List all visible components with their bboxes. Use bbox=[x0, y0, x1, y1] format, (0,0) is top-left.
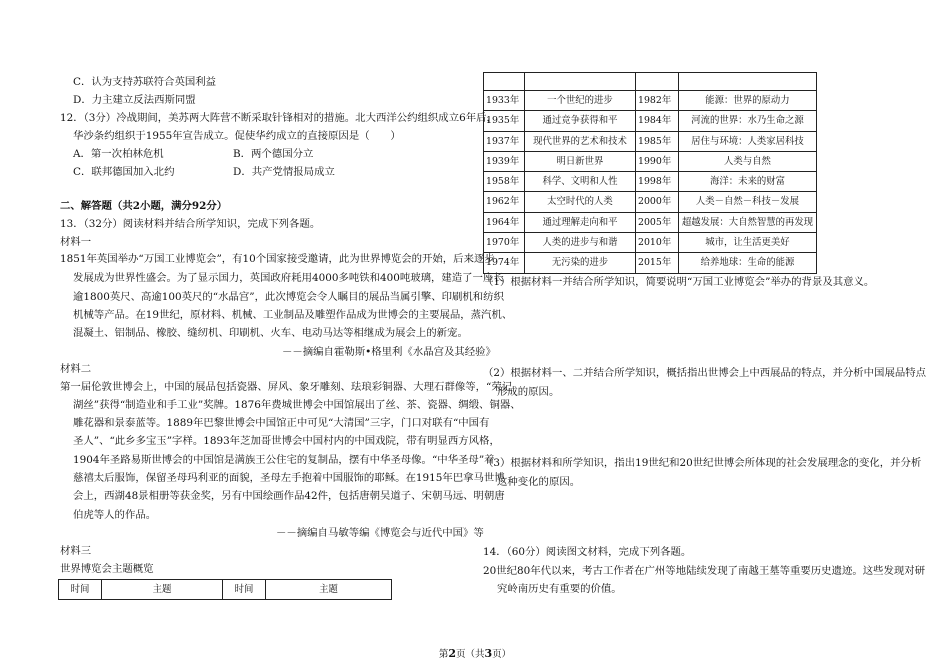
option-c: C．认为支持苏联符合英国利益 bbox=[73, 76, 217, 88]
year-cell: 2000年 bbox=[636, 192, 679, 212]
theme-table bbox=[483, 72, 817, 274]
year-cell: 1962年 bbox=[484, 192, 525, 212]
theme-cell: 科学、文明和人性 bbox=[525, 172, 636, 192]
total-pages: 3 bbox=[484, 647, 493, 660]
theme-cell: 人类－自然－科技－发展 bbox=[679, 192, 817, 212]
theme-cell: 人类与自然 bbox=[679, 151, 817, 171]
material1-label: 材料一 bbox=[60, 236, 92, 248]
year-cell: 1939年 bbox=[484, 151, 525, 171]
theme-cell: 明日新世界 bbox=[525, 151, 636, 171]
sub-question-2-line2: 形成的原因。 bbox=[497, 386, 560, 398]
section-title: 二、解答题（共2小题，满分92分） bbox=[60, 200, 228, 212]
footer-prefix: 第 bbox=[438, 649, 449, 660]
q12-option-b: B．两个德国分立 bbox=[233, 148, 314, 160]
theme-cell: 现代世界的艺术和技术 bbox=[525, 131, 636, 151]
theme-table-row bbox=[484, 131, 817, 151]
year-cell: 1964年 bbox=[484, 212, 525, 232]
footer-middle: 页（共 bbox=[455, 649, 485, 660]
year-cell: 2015年 bbox=[636, 253, 679, 273]
q14-line1: 20世纪80年代以来，考古工作者在广州等地陆续发现了南越王墓等重要历史遗迹。这些发现对研 bbox=[483, 565, 926, 577]
theme-cell: 人类的进步与和谐 bbox=[525, 233, 636, 253]
theme-table-row bbox=[484, 212, 817, 232]
header-theme: 主题 bbox=[266, 580, 392, 600]
year-cell: 1998年 bbox=[636, 172, 679, 192]
year-cell: 1933年 bbox=[484, 91, 525, 111]
year-cell: 1958年 bbox=[484, 172, 525, 192]
header-theme: 主题 bbox=[102, 580, 223, 600]
q14-line2: 究岭南历史有重要的价值。 bbox=[497, 583, 622, 595]
theme-table-header bbox=[58, 579, 392, 600]
year-cell: 1984年 bbox=[636, 111, 679, 131]
theme-cell: 一个世纪的进步 bbox=[525, 91, 636, 111]
q14-intro: 14．（60分）阅读图文材料，完成下列各题。 bbox=[483, 546, 692, 558]
footer-suffix: 页） bbox=[492, 649, 512, 660]
material2-line: 湖丝”获得“制造业和手工业”奖牌。1876年费城世博会中国馆展出了丝、茶、瓷器、绸缎、铜器、 bbox=[73, 399, 521, 411]
theme-cell: 太空时代的人类 bbox=[525, 192, 636, 212]
theme-cell: 城市，让生活更美好 bbox=[679, 233, 817, 253]
q12-stem-line2: 华沙条约组织于1955年宣告成立。促使华约成立的直接原因是（ ） bbox=[73, 130, 401, 142]
year-cell: 1982年 bbox=[636, 91, 679, 111]
material2-line: 圣人”、“此乡多宝玉”字样。1893年芝加哥世博会中国村内的中国戏院，带有明显西方风格， bbox=[73, 435, 500, 447]
year-cell: 1937年 bbox=[484, 131, 525, 151]
q13-intro: 13．（32分）阅读材料并结合所学知识，完成下列各题。 bbox=[60, 218, 321, 230]
material2-line: 伯虎等人的作品。 bbox=[73, 509, 157, 521]
header-time: 时间 bbox=[59, 580, 102, 600]
material2-line: 会上，西湖48景相册等获金奖，另有中国绘画作品42件，包括唐朝吴道子、宋朝马远、明朝唐 bbox=[73, 490, 505, 502]
sub-question-2-line1: （2）根据材料一、二并结合所学知识，概括指出世博会上中西展品的特点，并分析中国展品特点 bbox=[483, 367, 927, 379]
material1-line: 1851年英国举办“万国工业博览会”，有10个国家接受邀请，此为世界博览会的开始，后来逐步 bbox=[60, 253, 495, 265]
theme-cell: 给养地球：生命的能源 bbox=[679, 253, 817, 273]
year-cell: 1990年 bbox=[636, 151, 679, 171]
q12-stem-line1: 12．（3分）冷战期间，美苏两大阵营不断采取针锋相对的措施。北大西洋公约组织成立6年后， bbox=[60, 112, 497, 124]
material1-line: 机械等产品。在19世纪，原材料、机械、工业制品及雕塑作品成为世博会的主要展品，蒸汽机、 bbox=[73, 309, 513, 321]
sub-question-1: （1）根据材料一并结合所学知识，简要说明“万国工业博览会”举办的背景及其意义。 bbox=[483, 276, 875, 288]
table-caption: 世界博览会主题概览 bbox=[60, 563, 154, 575]
material3-label: 材料三 bbox=[60, 545, 92, 557]
year-cell: 1974年 bbox=[484, 253, 525, 273]
year-cell: 2005年 bbox=[636, 212, 679, 232]
theme-cell: 河流的世界：水乃生命之源 bbox=[679, 111, 817, 131]
page-number: 2 bbox=[448, 647, 456, 660]
theme-table-row bbox=[484, 151, 817, 171]
material1-line: 发展成为世界性盛会。为了显示国力，英国政府耗用4000多吨铁和400吨玻璃，建造了一座长 bbox=[73, 272, 504, 284]
q12-option-d: D．共产党情报局成立 bbox=[233, 166, 335, 178]
theme-table-row bbox=[484, 91, 817, 111]
material2-line: 1904年圣路易斯世博会的中国馆是满族王公住宅的复制品，摆有中华圣母像。“中华圣母”着 bbox=[73, 454, 495, 466]
material1-source: －－摘编自霍勒斯•格里利《水晶宫及其经验》 bbox=[282, 346, 496, 358]
sub-question-3-line1: （3）根据材料和所学知识，指出19世纪和20世纪世博会所体现的社会发展理念的变化，并分析 bbox=[483, 457, 922, 469]
theme-cell: 通过竞争获得和平 bbox=[525, 111, 636, 131]
theme-table-row bbox=[484, 253, 817, 273]
material2-label: 材料二 bbox=[60, 363, 92, 375]
q12-option-a: A．第一次柏林危机 bbox=[73, 148, 164, 160]
material2-line: 第一届伦敦世博会上，中国的展品包括瓷器、屏风、象牙雕刻、珐琅彩铜器、大理石群像等，“荣记 bbox=[60, 381, 513, 393]
year-cell: 1935年 bbox=[484, 111, 525, 131]
theme-cell: 海洋：未来的财富 bbox=[679, 172, 817, 192]
material1-line: 混凝土、铝制品、橡胶、缝纫机、印刷机、火车、电动马达等相继成为展会上的新宠。 bbox=[73, 327, 468, 339]
option-d: D．力主建立反法西斯同盟 bbox=[73, 94, 196, 106]
year-cell: 1985年 bbox=[636, 131, 679, 151]
q12-option-c: C．联邦德国加入北约 bbox=[73, 166, 175, 178]
material1-line: 逾1800英尺、高逾100英尺的“水晶宫”，此次博览会令人瞩目的展品当属引擎、印刷机和纺织 bbox=[73, 291, 504, 303]
theme-table-row bbox=[484, 111, 817, 131]
header-time: 时间 bbox=[223, 580, 266, 600]
theme-cell: 能源：世界的原动力 bbox=[679, 91, 817, 111]
theme-cell: 居住与环境：人类家居科技 bbox=[679, 131, 817, 151]
theme-cell: 无污染的进步 bbox=[525, 253, 636, 273]
theme-cell: 超越发展：大自然智慧的再发现 bbox=[679, 212, 817, 232]
material2-source: －－摘编自马敏等编《博览会与近代中国》等 bbox=[276, 527, 484, 539]
theme-table-row bbox=[484, 192, 817, 212]
year-cell: 1970年 bbox=[484, 233, 525, 253]
sub-question-3-line2: 这种变化的原因。 bbox=[497, 476, 581, 488]
theme-table-row bbox=[484, 233, 817, 253]
theme-table-row bbox=[484, 172, 817, 192]
material2-line: 雕花器和景泰蓝等。1889年巴黎世博会中国馆正中可见“大清国”三字，门口对联有“中国有 bbox=[73, 417, 490, 429]
material2-line: 慈禧太后服饰，保留圣母玛利亚的面貌，圣母左手抱着中国服饰的耶稣。在1915年巴拿马世博 bbox=[73, 472, 505, 484]
year-cell: 2010年 bbox=[636, 233, 679, 253]
theme-cell: 通过理解走向和平 bbox=[525, 212, 636, 232]
page-footer bbox=[0, 646, 950, 660]
